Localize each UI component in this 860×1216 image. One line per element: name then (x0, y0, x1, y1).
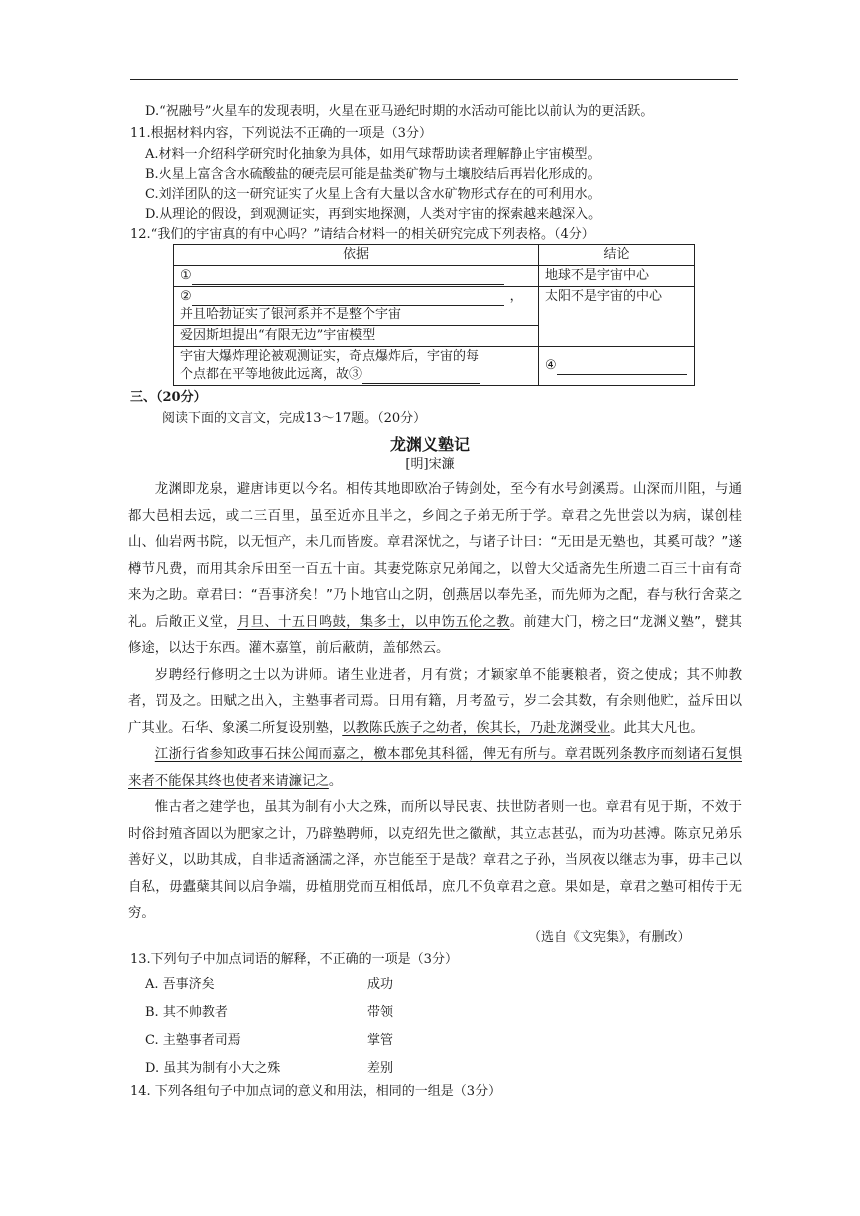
blank-2-label: ② (180, 289, 192, 304)
blank-4-label: ④ (545, 358, 557, 373)
underlined-sentence-3: 江浙行省参知政事石抹公闻而嘉之，檄本郡免其科徭，俾无有所与。章君既列条教序而刻诸石复惧来者不能保其终也使者来请濂记之 (128, 747, 742, 789)
answer-blank-4[interactable] (557, 360, 687, 375)
q13-stem: 13.下列句子中加点词语的解释，不正确的一项是（3分） (130, 952, 458, 967)
passage-body (128, 477, 742, 928)
q11-option-a: A.材料一介绍科学研究时化抽象为具体，如用气球帮助读者理解静止宇宙模型。 (145, 147, 601, 162)
q11-option-b: B.火星上富含含水硫酸盐的硬壳层可能是盐类矿物与土壤胶结后再岩化形成的。 (145, 167, 601, 182)
paragraph-1 (128, 477, 742, 663)
table-header-basis: 依据 (174, 245, 539, 266)
table-row-2-basis (174, 287, 539, 326)
q13-option-a: A. 吾事济矣 (145, 977, 215, 992)
passage-title: 龙渊义塾记 (389, 435, 470, 454)
header-rule (130, 79, 738, 80)
q10-option-d: D.“祝融号”火星车的发现表明，火星在亚马逊纪时期的水活动可能比以前认为的更活跃。 (145, 104, 654, 119)
q13-option-c: C. 主塾事者司焉 (145, 1033, 241, 1048)
paragraph-2-text: 岁聘经行修明之士以为讲师。诸生业进者，月有赏；才颖家单不能裹粮者，资之使成；其不帅教者，罚及之。田赋之出入，主塾事者司焉。日用有籍，月考盈亏，岁二会其数，有余则他贮，益斥田以广其业。石华、象溪二所复设别塾， (128, 667, 742, 736)
paragraph-4: 惟古者之建学也，虽其为制有小大之殊，而所以导民衷、扶世防者则一也。章君有见于斯，不效于时俗封殖吝固以为肥家之计，乃辟塾聘师，以克绍先世之徽猷，其立志甚弘，而为功甚溥。陈京兄弟乐善好义，以助其成，自非适斋涵濡之泽，亦岂能至于是哉？章君之子孙，当夙夜以继志为事，毋丰己以自私，毋蠹蘖其间以启争端，毋植朋党而互相低昂，庶几不负章君之意。果如是，章君之塾可相传于无穷。 (128, 800, 742, 921)
q12-stem: 12.“我们的宇宙真的有中心吗？”请结合材料一的相关研究完成下列表格。（4分） (130, 227, 595, 242)
table-row-1-basis (174, 266, 539, 287)
q11-option-d: D.从理论的假设，到观测证实，再到实地探测，人类对宇宙的探索越来越深入。 (145, 207, 602, 222)
q12-table (173, 244, 695, 386)
q14-stem: 14. 下列各组句子中加点词的意义和用法，相同的一组是（3分） (130, 1084, 502, 1099)
passage-author: [明]宋濂 (405, 457, 455, 472)
q13-option-b: B. 其不帅教者 (145, 1005, 228, 1020)
table-row-4-text-a: 宇宙大爆炸理论被观测证实，奇点爆炸后，宇宙的每 (180, 349, 480, 364)
paragraph-3 (128, 742, 742, 795)
blank-1-label: ① (180, 268, 192, 283)
passage-source: （选自《文宪集》，有删改） (528, 930, 691, 945)
section-heading: 三、（20分） (130, 390, 207, 405)
table-header-conclusion: 结论 (539, 245, 695, 266)
answer-blank-3[interactable] (362, 369, 480, 384)
table-row-2-conclusion: 太阳不是宇宙的中心 (539, 287, 695, 347)
section-intro: 阅读下面的文言文，完成13～17题。（20分） (162, 411, 427, 426)
q11-stem: 11.根据材料内容，下列说法不正确的一项是（3分） (130, 126, 432, 141)
table-row-4-conclusion (539, 347, 695, 386)
underlined-sentence-2: 以教陈氏族子之幼者，俟其长，乃赴龙渊受业 (342, 720, 611, 736)
q13-option-b-gloss: 带领 (367, 1005, 394, 1020)
q13-option-a-gloss: 成功 (367, 977, 394, 992)
paragraph-1-tail: 。前建大门，榜之曰“龙渊义塾”，甓其修途，以达于东西。灌木嘉篁，前后蔽荫，盖郁然云。 (128, 614, 743, 656)
q11-option-c: C.刘洋团队的这一研究证实了火星上含有大量以含水矿物形式存在的可利用水。 (145, 187, 601, 202)
table-row-4-basis (174, 347, 539, 386)
table-row-1-conclusion: 地球不是宇宙中心 (539, 266, 695, 287)
paragraph-2-tail: 。此其大凡也。 (610, 720, 704, 736)
table-row-2-text: 并且哈勃证实了银河系并不是整个宇宙 (180, 307, 402, 322)
underlined-sentence-1: 月旦、十五日鸣鼓，集多士，以申饬五伦之教 (237, 614, 510, 630)
paragraph-1-text: 龙渊即龙泉，避唐讳更以今名。相传其地即欧冶子铸剑处，至今有水号剑溪焉。山深而川阻，与通都大邑相去远，或二三百里，虽至近亦且半之，乡闾之子弟无所于学。章君之先世尝以为病，谋创桂山、仙岩两书院，以无恒产，未几而皆废。章君深忧之，与诸子计曰：“无田是无塾也，其奚可哉？”遂樽节凡费，而用其余斥田至一百五十亩。其妻党陈京兄弟闻之，以曾大父适斋先生所遗二百三十亩有奇来为之助。章君曰：“吾事济矣！”乃卜地官山之阴，创燕居以奉先圣，而先师为之配，春与秋行舍菜之礼。后敞正义堂， (128, 482, 742, 630)
q13-option-d-gloss: 差别 (367, 1061, 394, 1076)
answer-blank-2[interactable] (192, 291, 504, 306)
table-row-3-basis: 爱因斯坦提出“有限无边”宇宙模型 (174, 326, 539, 347)
q13-option-d: D. 虽其为制有小大之殊 (145, 1061, 281, 1076)
blank-2-comma: ， (509, 289, 523, 304)
q13-option-c-gloss: 掌管 (367, 1033, 394, 1048)
table-row-4-text-b: 个点都在平等地彼此远离，故③ (180, 367, 363, 382)
answer-blank-1[interactable] (192, 270, 504, 285)
paragraph-3-tail: 。 (328, 773, 343, 789)
paragraph-2 (128, 663, 742, 743)
